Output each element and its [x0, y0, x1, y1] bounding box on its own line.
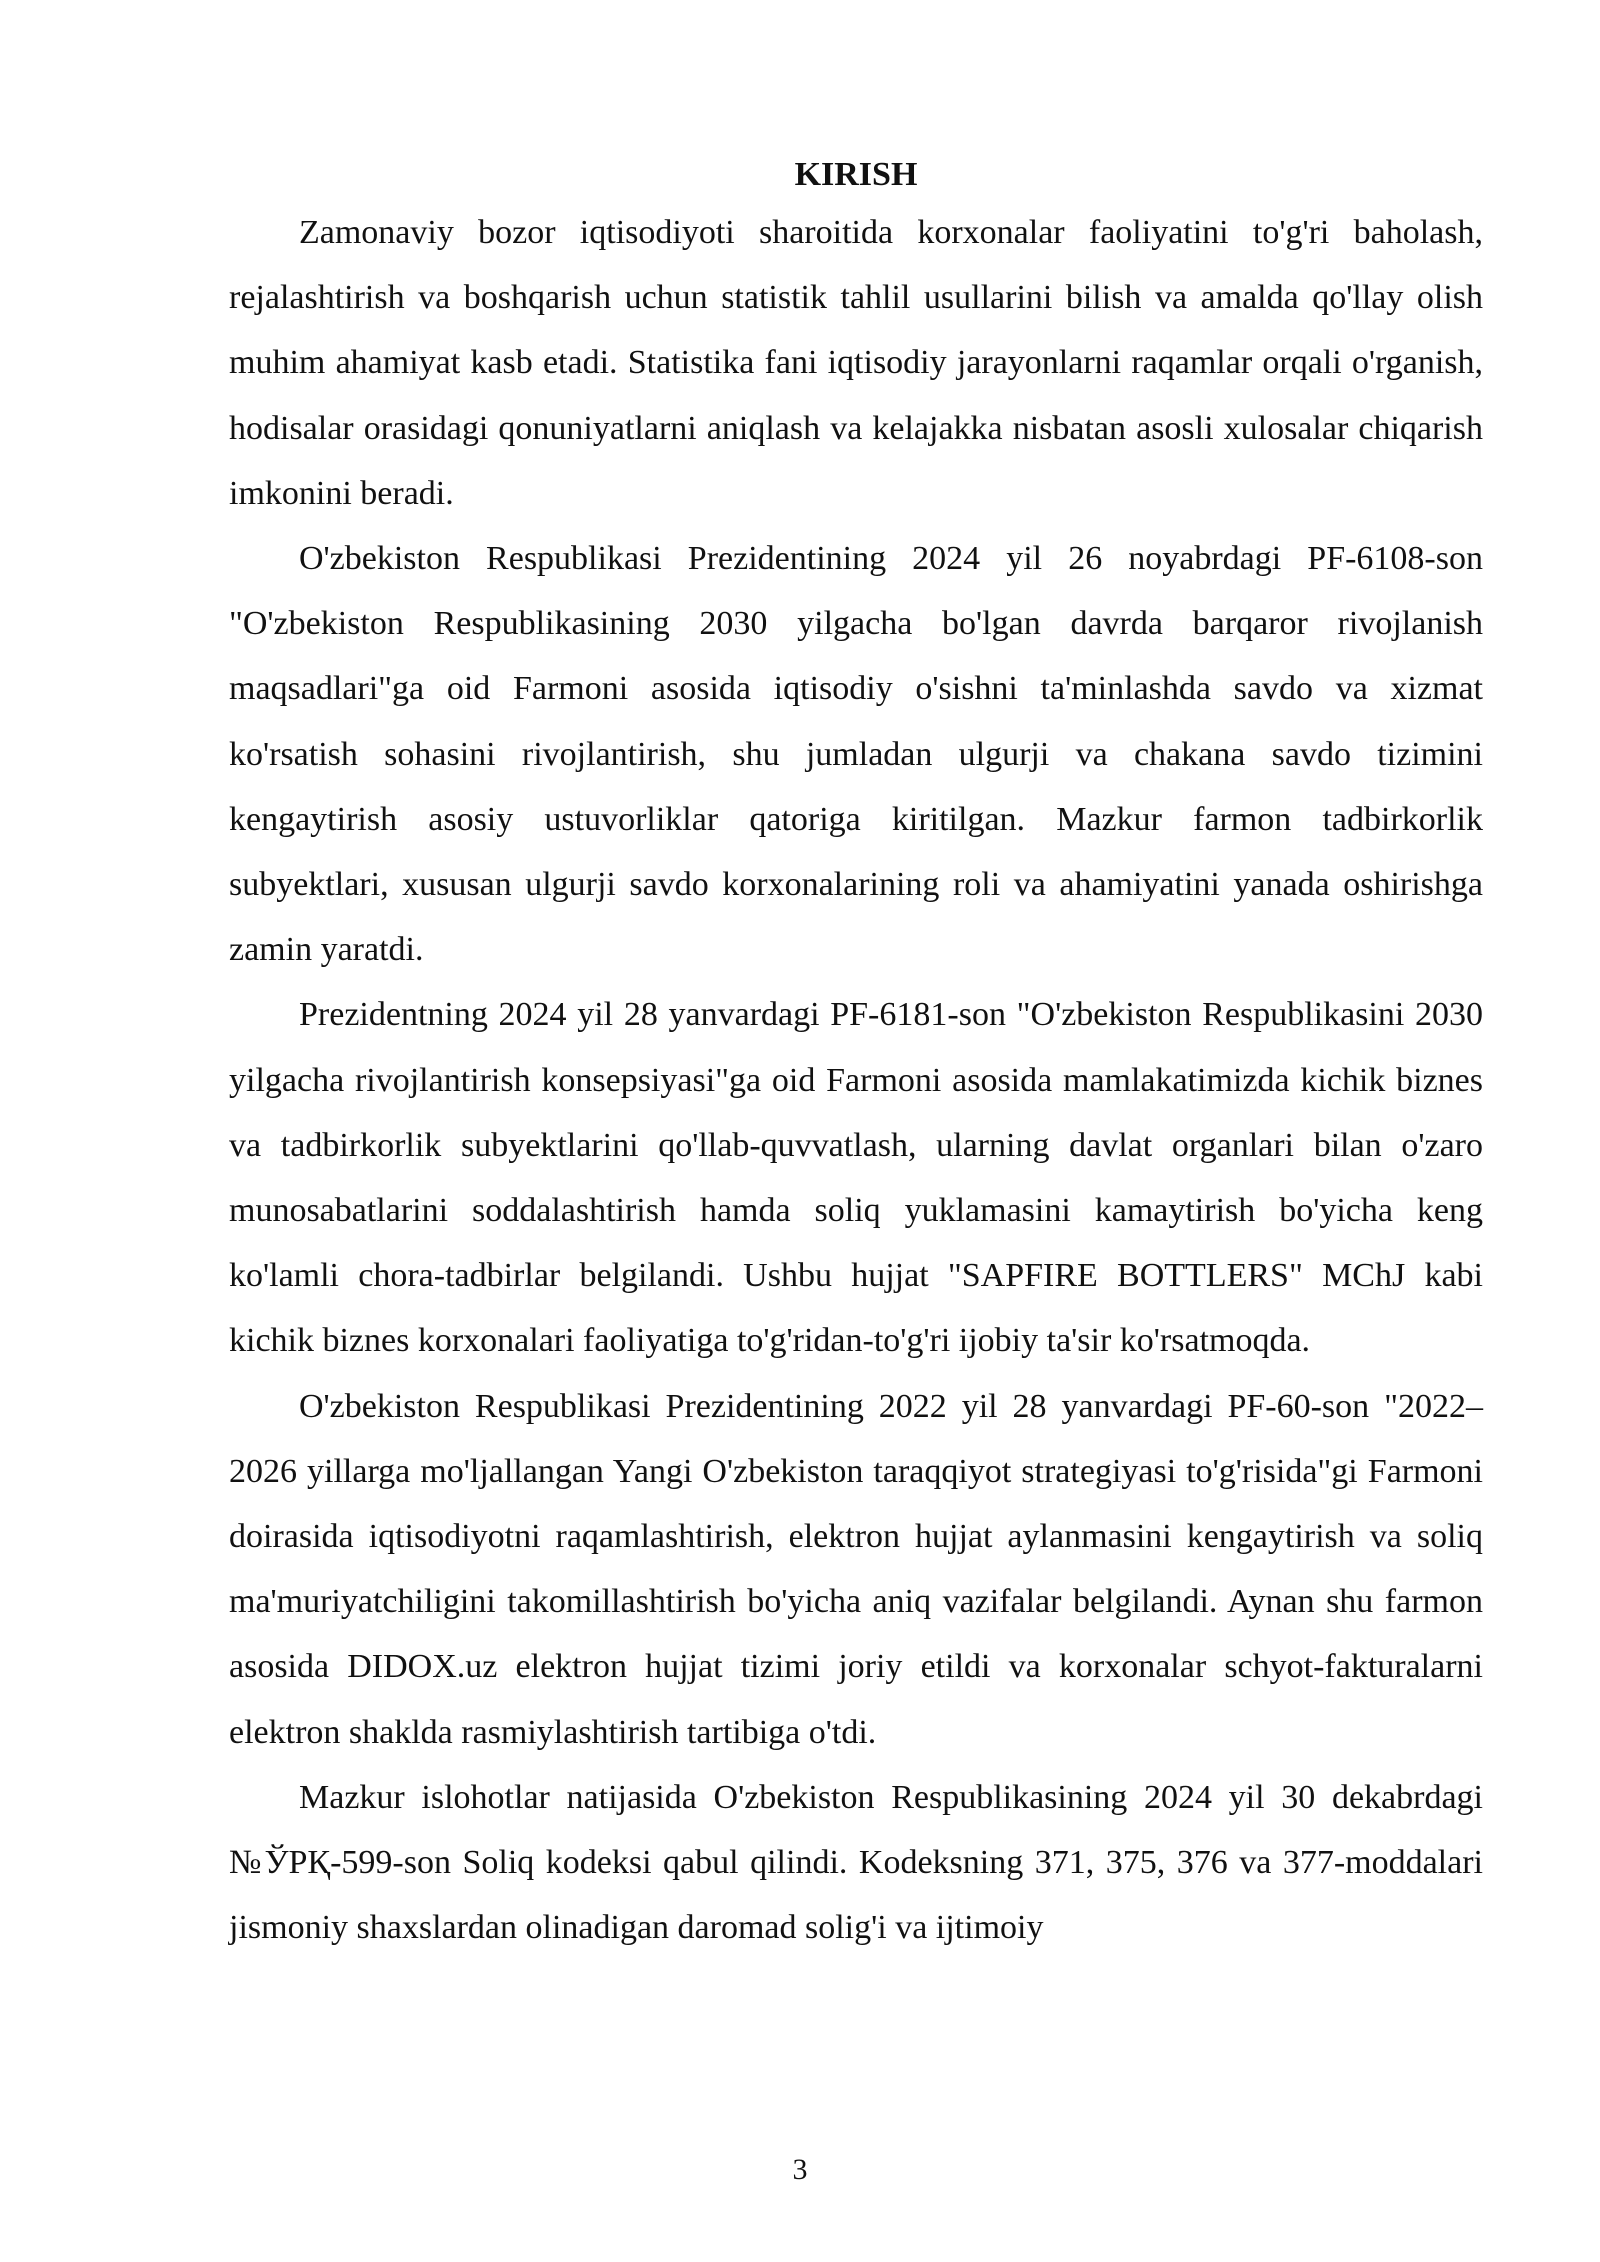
paragraph-3: Prezidentning 2024 yil 28 yanvardagi PF-6181-son "O'zbekiston Respublikasini 2030 yilgacha rivojlantirish konsepsiyasi"ga oid Farmoni asosida mamlakatimizda kichik biznes va tadbirkorlik subyektlarini qo'llab-quvvatlash, ularning davlat organlari bilan o'zaro munosabatlarini soddalashtirish hamda soliq yuklamasini kamaytirish bo'yicha keng ko'lamli chora-tadbirlar belgilandi. Ushbu hujjat "SAPFIRE BOTTLERS" MChJ kabi kichik biznes korxonalari faoliyatiga to'g'ridan-to'g'ri ijobiy ta'sir ko'rsatmoqda. — [229, 996, 1483, 1360]
paragraph-5: Mazkur islohotlar natijasida O'zbekiston Respublikasining 2024 yil 30 dekabrdagi №ЎРҚ-599-son Soliq kodeksi qabul qilindi. Kodeksning 371, 375, 376 va 377-moddalari jismoniy shaxslardan olinadigan daromad solig'i va ijtimoiy — [229, 1778, 1483, 1947]
page-body — [229, 150, 1483, 1960]
paragraph-1: Zamonaviy bozor iqtisodiyoti sharoitida korxonalar faoliyatini to'g'ri baholash, rejalashtirish va boshqarish uchun statistik tahlil usullarini bilish va amalda qo'llay olish muhim ahamiyat kasb etadi. Statistika fani iqtisodiy jarayonlarni raqamlar orqali o'rganish, hodisalar orasidagi qonuniyatlarni aniqlash va kelajakka nisbatan asosli xulosalar chiqarish imkonini beradi. — [229, 214, 1483, 512]
paragraph-2: O'zbekiston Respublikasi Prezidentining 2024 yil 26 noyabrdagi PF-6108-son "O'zbekiston Respublikasining 2030 yilgacha bo'lgan davrda barqaror rivojlanish maqsadlari"ga oid Farmoni asosida iqtisodiy o'sishni ta'minlashda savdo va xizmat ko'rsatish sohasini rivojlantirish, shu jumladan ulgurji va chakana savdo tizimini kengaytirish asosiy ustuvorliklar qatoriga kiritilgan. Mazkur farmon tadbirkorlik subyektlari, xususan ulgurji savdo korxonalarining roli va ahamiyatini yanada oshirishga zamin yaratdi. — [229, 540, 1483, 969]
section-heading: KIRISH — [794, 156, 918, 193]
paragraph-4: O'zbekiston Respublikasi Prezidentining 2022 yil 28 yanvardagi PF-60-son "2022–2026 yillarga mo'ljallangan Yangi O'zbekiston taraqqiyot strategiyasi to'g'risida"gi Farmoni doirasida iqtisodiyotni raqamlashtirish, elektron hujjat aylanmasini kengaytirish va soliq ma'muriyatchiligini takomillashtirish bo'yicha aniq vazifalar belgilandi. Aynan shu farmon asosida DIDOX.uz elektron hujjat tizimi joriy etildi va korxonalar schyot-fakturalarni elektron shaklda rasmiylashtirish tartibiga o'tdi. — [229, 1387, 1483, 1751]
page-number: 3 — [792, 2153, 808, 2186]
